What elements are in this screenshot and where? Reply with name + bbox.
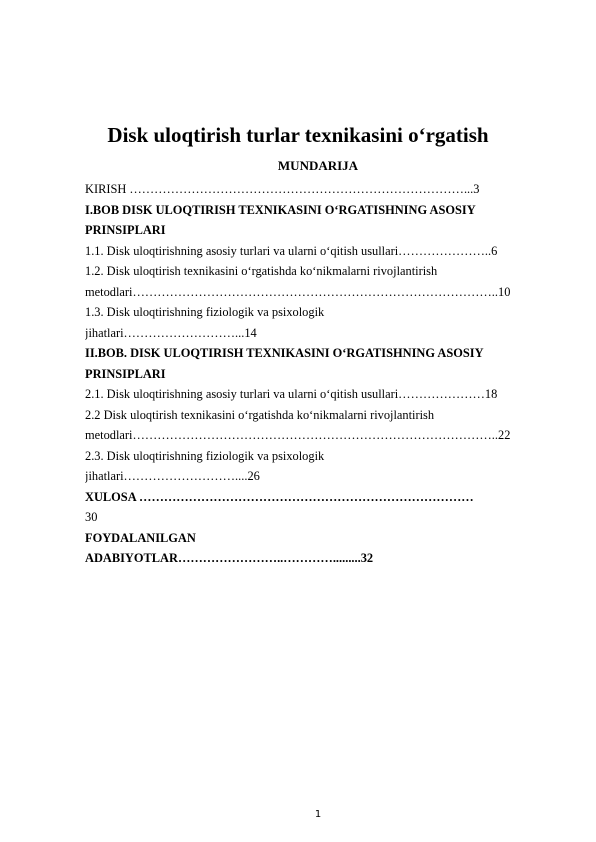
- toc-chapter-1-title-cont: PRINSIPLARI: [85, 223, 166, 237]
- toc-entry-1-2: 1.2. Disk uloqtirish texnikasini o‘rgatishda ko‘nikmalarni rivojlantirish: [85, 264, 438, 278]
- toc-entry-references-cont: ADABIYOTLAR……………………..………….........32: [85, 551, 374, 565]
- toc-chapter-1-title: I.BOB DISK ULOQTIRISH TEXNIKASINI O‘RGATISHNING ASOSIY: [85, 202, 476, 217]
- toc-entry-1-3: 1.3. Disk uloqtirishning fiziologik va psixologik: [85, 305, 325, 319]
- toc-entry-2-1: 2.1. Disk uloqtirishning asosiy turlari va ularni o‘qitish usullari…………………18: [85, 387, 498, 401]
- page-number: 1: [314, 809, 322, 820]
- toc-entry-2-2-cont: metodlari……………………………………………………………………………..22: [85, 428, 511, 442]
- toc-chapter-2-title-cont: PRINSIPLARI: [85, 366, 166, 381]
- toc-entry-intro: KIRISH ………………………………………………………………………...3: [85, 182, 480, 196]
- toc-chapter-2-title: II.BOB. DISK ULOQTIRISH TEXNIKASINI O‘RGATISHNING ASOSIY: [85, 346, 484, 360]
- toc-entry-references: FOYDALANILGAN: [85, 530, 196, 545]
- toc-entry-conclusion: XULOSA ………………………………………………………………………: [85, 489, 474, 504]
- toc-entry-1-2-cont: metodlari……………………………………………………………………………..10: [85, 284, 511, 299]
- toc-entry-2-2: 2.2 Disk uloqtirish texnikasini o‘rgatishda ko‘nikmalarni rivojlantirish: [85, 407, 435, 422]
- toc-entry-conclusion-page: 30: [85, 510, 98, 524]
- toc-entry-2-3-cont: jihatlari………………………....26: [85, 469, 260, 483]
- table-of-contents: [85, 179, 552, 569]
- document-title: Disk uloqtirish turlar texnikasini o‘rgatish: [107, 123, 489, 147]
- toc-entry-1-3-cont: jihatlari………………………...14: [85, 325, 257, 340]
- toc-heading: MUNDARIJA: [277, 158, 359, 173]
- toc-entry-1-1: 1.1. Disk uloqtirishning asosiy turlari va ularni o‘qitish usullari…………………..6: [85, 243, 498, 258]
- toc-entry-2-3: 2.3. Disk uloqtirishning fiziologik va psixologik: [85, 448, 325, 463]
